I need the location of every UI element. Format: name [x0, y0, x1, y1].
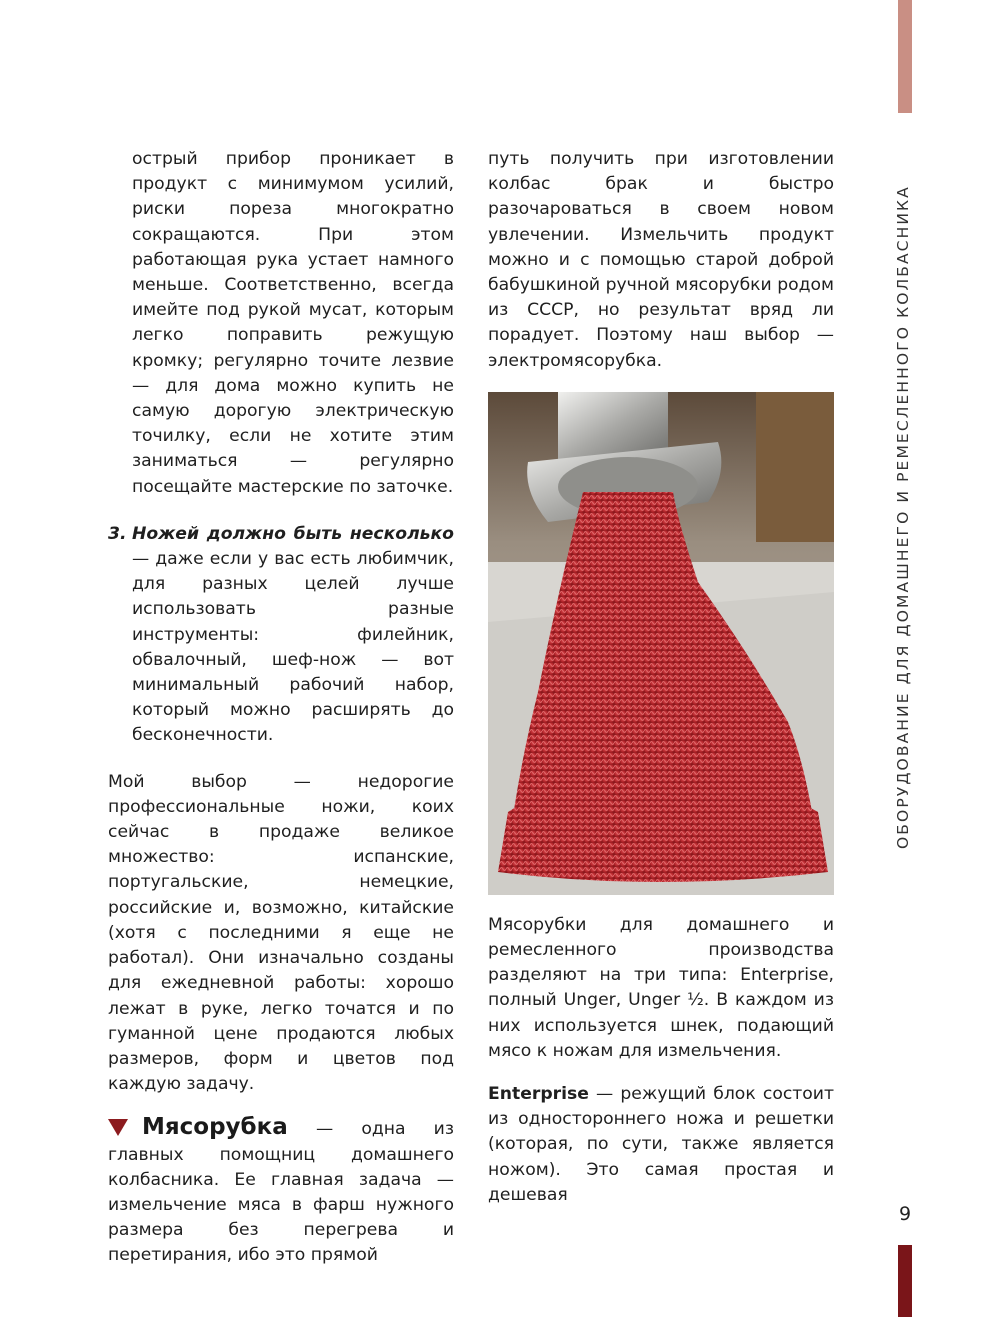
enterprise-text: — режущий блок состоит из одностороннего ножа и решетки (которая, по сути, также является ножом). Это самая простая и дешевая [488, 1084, 834, 1205]
section-triangle-icon [108, 1119, 128, 1136]
page-number: 9 [898, 1203, 912, 1225]
list-number: 3. [108, 523, 127, 544]
continued-paragraph-left: острый прибор проникает в продукт с минимумом усилий, риски пореза многократно сокращаются. При этом работающая рука устает намного меньше. Соответственно, всегда имейте под рукой мусат, которым легко поправить режущую кромку; регулярно точите лезвие — для дома можно купить не самую дорогую электрическую точилку, если не хотите этим заниматься — регулярно посещайте мастерские по заточке. [132, 149, 454, 497]
section-meat-grinder [108, 1115, 454, 1268]
page-tab-bottom [898, 1245, 912, 1317]
running-head: ОБОРУДОВАНИЕ ДЛЯ ДОМАШНЕГО И РЕМЕСЛЕННОГО КОЛБАСНИКА [894, 185, 912, 849]
chapter-tab-top [898, 0, 912, 113]
section-text: — одна из главных помощниц домашнего колбасника. Ее главная задача — измельчение мяса в фарш нужного размера без перегрева и перетирания, ибо это прямой [108, 1119, 454, 1266]
right-column [488, 147, 834, 1208]
meat-grinder-photo [488, 392, 834, 895]
continued-paragraph-right: путь получить при изготовлении колбас брак и быстро разочароваться в своем новом увлечении. Измельчить продукт можно и с помощью старой доброй бабушкиной ручной мясорубки родом из СССР, но результат вряд ли порадует. Поэтому наш выбор — электромясорубка. [488, 149, 834, 371]
list-item-emphasis: Ножей должно быть несколько [132, 523, 454, 544]
types-paragraph: Мясорубки для домашнего и ремесленного производства разделяют на три типа: Enterprise, полный Unger, Unger ½. В каждом из них используется шнек, подающий мясо к ножам для измельчения. [488, 914, 834, 1061]
enterprise-paragraph [488, 1082, 834, 1208]
choice-paragraph: Мой выбор — недорогие профессиональные ножи, коих сейчас в продаже великое множество: испанские, португальские, немецкие, российские и, возможно, китайские (хотя с последними я еще не работал). Они изначально созданы для ежедневной работы: хорошо лежат в руке, легко точатся и по гуманной цене продаются любых размеров, форм и цветов под каждую задачу. [108, 771, 454, 1095]
section-heading: Мясорубка [142, 1114, 288, 1141]
list-item-text [132, 522, 454, 749]
left-column [108, 147, 454, 1269]
list-item-body: — даже если у вас есть любимчик, для разных целей лучше использовать разные инструменты: филейник, обвалочный, шеф-нож — вот минимальный рабочий набор, который можно расширять до бесконечности. [132, 549, 454, 746]
minced-meat-illustration [488, 392, 834, 895]
list-item-3 [108, 522, 454, 749]
enterprise-term: Enterprise [488, 1084, 589, 1105]
